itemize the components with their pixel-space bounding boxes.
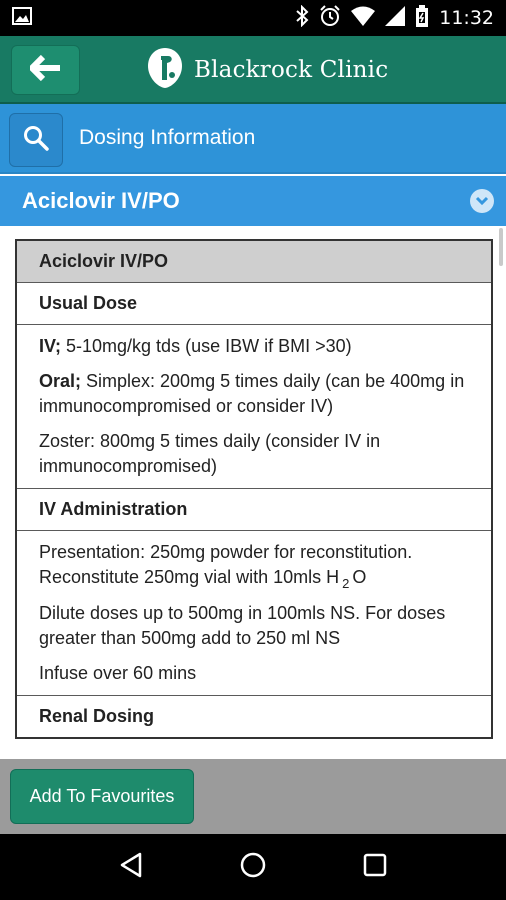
table-row (16, 696, 492, 739)
image-icon (12, 7, 32, 30)
footer-bar (0, 759, 506, 834)
dosing-content[interactable] (0, 226, 506, 759)
renal-dosing-heading: Renal Dosing (16, 696, 492, 739)
clinic-logo-icon (146, 47, 184, 94)
table-row (16, 489, 492, 531)
alarm-icon (319, 5, 341, 32)
usual-dose-heading: Usual Dose (16, 283, 492, 325)
home-nav-button[interactable] (233, 847, 273, 887)
add-to-favourites-button[interactable]: Add To Favourites (10, 769, 194, 824)
iv-label: IV; (39, 336, 62, 356)
search-button[interactable] (9, 113, 63, 167)
triangle-back-icon (119, 852, 143, 883)
bluetooth-icon (295, 5, 309, 32)
oral-label: Oral; (39, 371, 82, 391)
iv-admin-cell (16, 531, 492, 696)
usual-dose-cell (16, 325, 492, 489)
circle-home-icon (240, 852, 266, 883)
dilute-text: Dilute doses up to 500mg in 100mls NS. For doses greater than 500mg add to 250 ml NS (39, 603, 446, 648)
app-header (0, 36, 506, 104)
search-bar (0, 104, 506, 174)
clock-time: 11:32 (439, 7, 494, 29)
drug-name: Aciclovir IV/PO (22, 188, 180, 213)
h2o-subscript: 2 (342, 576, 350, 591)
dosing-table (15, 239, 493, 739)
table-row (16, 240, 492, 283)
zoster-dose: Zoster: 800mg 5 times daily (consider IV in immunocompromised) (39, 431, 381, 476)
back-nav-button[interactable] (111, 847, 151, 887)
arrow-left-icon (30, 55, 62, 86)
page-title: Dosing Information (79, 126, 256, 149)
battery-icon (415, 5, 429, 32)
square-recents-icon (363, 853, 387, 882)
brand (146, 48, 388, 92)
infuse-text: Infuse over 60 mins (39, 663, 197, 683)
presentation-body: Presentation: 250mg powder for reconstitution. Reconstitute 250mg vial with 10mls H (39, 542, 413, 587)
oral-text: Simplex: 200mg 5 times daily (can be 400mg in immunocompromised or consider IV) (39, 371, 465, 416)
table-row (16, 283, 492, 325)
iv-text: 5-10mg/kg tds (use IBW if BMI >30) (61, 336, 352, 356)
scrollbar[interactable] (499, 228, 503, 266)
status-bar (0, 0, 506, 36)
drug-section-header[interactable] (0, 176, 506, 226)
h2o-o: O (352, 567, 367, 587)
signal-icon (385, 6, 405, 31)
search-icon (23, 125, 49, 156)
oral-dose (39, 369, 469, 419)
back-button[interactable] (11, 45, 80, 95)
table-title: Aciclovir IV/PO (16, 240, 492, 283)
recents-nav-button[interactable] (355, 847, 395, 887)
navigation-bar (0, 834, 506, 900)
table-row (16, 531, 492, 696)
iv-admin-heading: IV Administration (16, 489, 492, 531)
table-row (16, 325, 492, 489)
iv-dose (39, 334, 469, 359)
chevron-down-icon[interactable] (470, 189, 494, 213)
presentation-text (39, 540, 469, 591)
brand-name: Blackrock Clinic (194, 57, 389, 83)
wifi-icon (351, 6, 375, 31)
